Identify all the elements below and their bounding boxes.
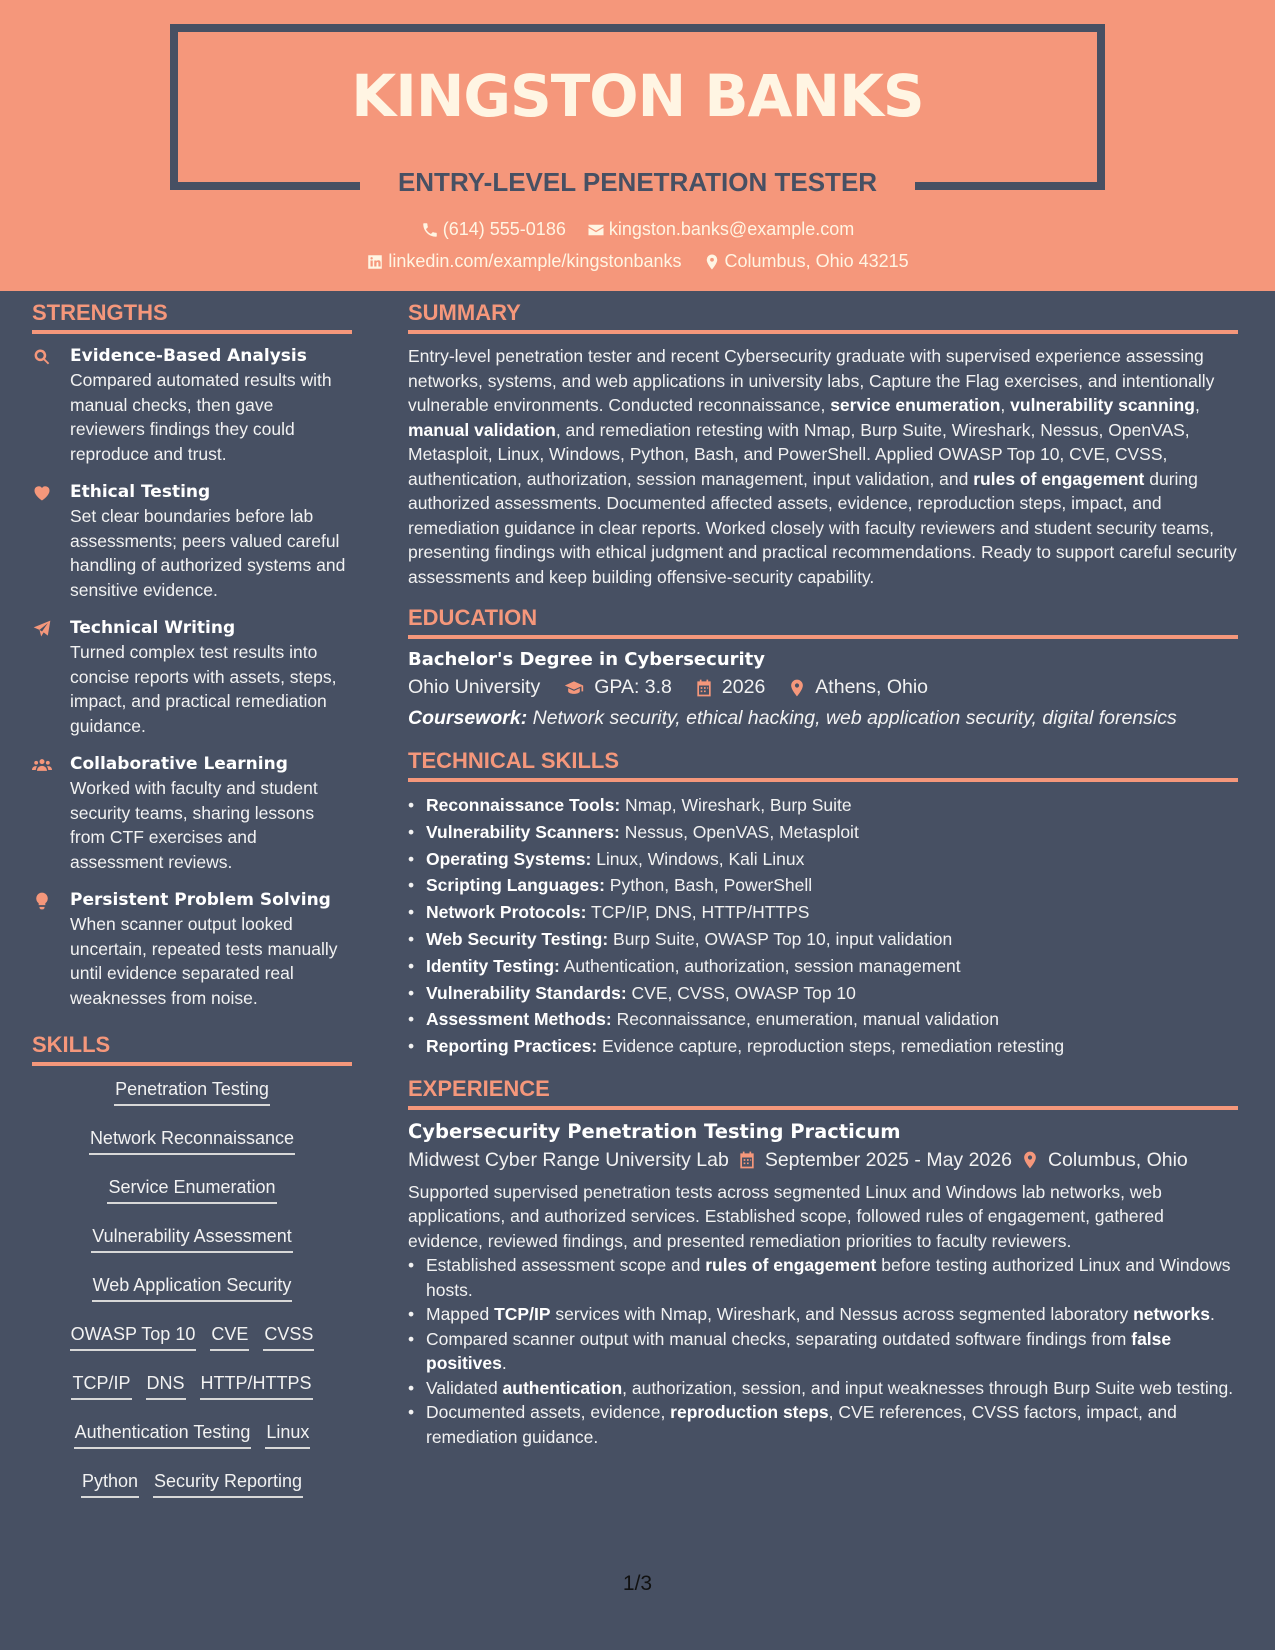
location-contact [703, 251, 909, 272]
technical-skill-label: Vulnerability Standards: [426, 982, 627, 1003]
strength-item [32, 480, 352, 602]
skill-tag: HTTP/HTTPS [200, 1370, 313, 1400]
contact-line-2 [0, 251, 1275, 276]
summary-bold: manual validation [408, 419, 556, 440]
location-text: Columbus, Ohio 43215 [724, 251, 909, 271]
calendar-icon [737, 1150, 757, 1170]
strength-icon-box [32, 480, 60, 602]
school-location: Athens, Ohio [815, 676, 929, 698]
skill-tag: Vulnerability Assessment [91, 1223, 292, 1253]
paper-plane-icon [32, 619, 52, 639]
technical-skill-value: Authentication, authorization, session management [559, 955, 961, 976]
technical-skill-item [408, 1033, 1238, 1060]
gpa-text: GPA: 3.8 [594, 676, 672, 698]
technical-skills-list [408, 792, 1238, 1060]
strength-body [70, 480, 352, 602]
coursework-text: Network security, ethical hacking, web application security, digital forensics [527, 707, 1177, 729]
linkedin-text: linkedin.com/example/kingstonbanks [388, 251, 682, 271]
left-column [32, 300, 352, 1517]
bullet-text: , authorization, session, and input weaknesses through Burp Suite web testing. [622, 1377, 1234, 1398]
strength-icon-box [32, 888, 60, 1010]
skill-tag: CVSS [263, 1321, 314, 1351]
heart-icon [32, 483, 52, 503]
strength-item [32, 344, 352, 466]
strength-description: Compared automated results with manual checks, then gave reviewers findings they could reproduce and trust. [70, 370, 332, 464]
linkedin-contact[interactable] [366, 251, 681, 272]
skill-row [32, 1370, 352, 1400]
technical-skill-value: Evidence capture, reproduction steps, remediation retesting [597, 1036, 1065, 1057]
technical-skill-value: Nmap, Wireshark, Burp Suite [620, 795, 852, 815]
education-heading: EDUCATION [408, 605, 1238, 639]
technical-skill-value: Linux, Windows, Kali Linux [591, 848, 805, 869]
technical-skill-item [408, 926, 1238, 953]
technical-skill-label: Identity Testing: [426, 955, 560, 976]
technical-skill-item [408, 846, 1238, 873]
summary-part: Entry-level penetration tester and recent Cybersecurity graduate with supervised experience assessing networks, systems, and web applications in university labs, Capture the Flag exercises, and intentionally vulnerable environments. Conducted reconnaissance, [408, 346, 1215, 415]
bullet-text: Mapped [426, 1304, 495, 1325]
summary-bold: vulnerability scanning [1010, 395, 1195, 415]
skill-tag: Web Application Security [92, 1272, 293, 1302]
phone-icon [421, 221, 439, 239]
organization: Midwest Cyber Range University Lab [408, 1148, 729, 1171]
candidate-role: ENTRY-LEVEL PENETRATION TESTER [397, 167, 878, 197]
bullet-bold: authentication [502, 1377, 623, 1398]
technical-skill-item [408, 819, 1238, 846]
experience-meta [408, 1149, 1238, 1172]
skill-row [32, 1419, 352, 1449]
technical-skill-item [408, 953, 1238, 980]
contact-line-1 [0, 219, 1275, 244]
skill-tag: Network Reconnaissance [89, 1125, 295, 1155]
technical-skill-value: CVE, CVSS, OWASP Top 10 [626, 982, 856, 1003]
phone-text: (614) 555-0186 [442, 219, 566, 239]
job-description: Supported supervised penetration tests across segmented Linux and Windows lab networks, web applications, and authorized services. Established scope, followed rules of engagement, gathered evidence, reviewed findings, and presented remediation priorities to faculty reviewers. [408, 1181, 1164, 1251]
linkedin-icon [366, 253, 384, 271]
strengths-list [32, 344, 352, 1010]
envelope-icon [587, 221, 605, 239]
map-pin-icon [787, 678, 807, 698]
technical-skill-label: Assessment Methods: [426, 1009, 612, 1030]
experience-bullets [408, 1253, 1238, 1449]
strength-icon-box [32, 752, 60, 874]
experience-bullet [408, 1400, 1238, 1449]
summary-part: , and remediation retesting with Nmap, Burp Suite, Wireshark, Nessus, OpenVAS, Metasploit, Linux, Windows, Python, Bash, and PowerShell. Applied OWASP Top 10, CVE, CVSS, authentication, authorization, session management, input validation, and [408, 419, 1190, 489]
coursework [408, 707, 1238, 730]
summary-bold: service enumeration [830, 395, 1001, 415]
users-icon [32, 755, 52, 775]
technical-skill-value: Nessus, OpenVAS, Metasploit [619, 821, 859, 842]
experience-heading: EXPERIENCE [408, 1076, 1238, 1110]
skill-tag: DNS [146, 1370, 186, 1400]
technical-skill-label: Vulnerability Scanners: [426, 821, 620, 842]
skill-tag: Python [81, 1468, 139, 1498]
technical-skill-label: Web Security Testing: [426, 928, 609, 949]
summary-text [408, 344, 1238, 589]
skill-row [32, 1125, 352, 1155]
experience-bullet [408, 1376, 1238, 1401]
experience-bullet [408, 1302, 1238, 1327]
bullet-text: Established assessment scope and [426, 1255, 706, 1276]
strength-description: Turned complex test results into concise reports with assets, steps, impact, and practical remediation guidance. [70, 642, 337, 736]
strength-body [70, 752, 352, 874]
strength-title: Persistent Problem Solving [70, 890, 331, 910]
summary-part: during authorized assessments. Documented affected assets, evidence, reproduction steps, impact, and remediation guidance in clear reports. Worked closely with faculty reviewers and student security teams, presenting findings with ethical judgment and practical recommendations. Ready to support careful security assessments and keep building offensive-security capability. [408, 468, 1237, 587]
bullet-text: Documented assets, evidence, [426, 1402, 671, 1423]
skill-row [32, 1076, 352, 1106]
technical-skills-heading: TECHNICAL SKILLS [408, 748, 1238, 782]
skill-row [32, 1174, 352, 1204]
strength-description: Set clear boundaries before lab assessments; peers valued careful handling of authorized systems and sensitive evidence. [70, 506, 346, 600]
skill-row [32, 1272, 352, 1302]
skill-tag: OWASP Top 10 [70, 1321, 197, 1351]
technical-skill-item [408, 792, 1238, 819]
calendar-icon [694, 678, 714, 698]
strength-icon-box [32, 616, 60, 738]
bullet-bold: false positives [426, 1328, 1172, 1374]
school-name: Ohio University [408, 676, 541, 698]
bullet-text: Validated [426, 1377, 503, 1398]
summary-heading: SUMMARY [408, 300, 1238, 334]
right-column [408, 300, 1238, 1449]
summary-bold: rules of engagement [973, 468, 1145, 489]
technical-skill-value: Burp Suite, OWASP Top 10, input validation [608, 928, 953, 949]
strength-item [32, 888, 352, 1010]
job-location: Columbus, Ohio [1047, 1148, 1188, 1171]
bullet-bold: networks [1133, 1304, 1210, 1325]
strength-body [70, 616, 352, 738]
skill-row [32, 1321, 352, 1351]
bullet-text: . [1209, 1304, 1215, 1325]
map-pin-icon [703, 253, 721, 271]
technical-skill-label: Reconnaissance Tools: [426, 795, 621, 815]
resume-header [0, 0, 1275, 291]
technical-skill-item [408, 980, 1238, 1007]
skill-tag: Service Enumeration [107, 1174, 276, 1204]
email-text: kingston.banks@example.com [608, 219, 855, 239]
technical-skill-value: Reconnaissance, enumeration, manual validation [611, 1009, 999, 1030]
strength-title: Technical Writing [70, 618, 236, 638]
summary-part: , [1194, 395, 1200, 415]
search-icon [32, 347, 52, 367]
skills-heading: SKILLS [32, 1032, 352, 1066]
skill-tag: TCP/IP [71, 1370, 131, 1400]
experience-bullet [408, 1253, 1238, 1302]
strength-item [32, 616, 352, 738]
education-meta [408, 676, 1238, 699]
technical-skill-item [408, 1006, 1238, 1033]
coursework-label: Coursework: [408, 707, 528, 729]
degree-title: Bachelor's Degree in Cybersecurity [408, 649, 766, 670]
bullet-bold: TCP/IP [494, 1304, 551, 1325]
strengths-heading: STRENGTHS [32, 300, 352, 334]
technical-skill-value: Python, Bash, PowerShell [604, 875, 813, 896]
technical-skill-item [408, 872, 1238, 899]
skill-row [32, 1468, 352, 1498]
technical-skill-label: Operating Systems: [426, 848, 592, 869]
technical-skill-label: Network Protocols: [426, 902, 587, 923]
skill-tag: Penetration Testing [114, 1076, 270, 1106]
bullet-text: . [501, 1353, 507, 1374]
job-title: Cybersecurity Penetration Testing Practicum [408, 1119, 901, 1143]
job-dates: September 2025 - May 2026 [764, 1148, 1012, 1171]
technical-skill-label: Reporting Practices: [426, 1036, 598, 1057]
skills-tags [32, 1076, 352, 1498]
page-number: 1/3 [622, 1572, 653, 1595]
email-contact[interactable] [587, 219, 854, 240]
strength-icon-box [32, 344, 60, 466]
technical-skill-label: Scripting Languages: [426, 875, 605, 896]
bullet-bold: rules of engagement [705, 1255, 877, 1276]
strength-body [70, 888, 352, 1010]
skill-tag: CVE [210, 1321, 249, 1351]
skill-tag: Linux [265, 1419, 310, 1449]
experience-bullet [408, 1327, 1238, 1376]
bullet-text: services with Nmap, Wireshark, and Nessus across segmented laboratory [550, 1304, 1134, 1325]
summary-part: , [1000, 395, 1011, 415]
strength-item [32, 752, 352, 874]
technical-skill-item [408, 899, 1238, 926]
strength-title: Collaborative Learning [70, 754, 288, 774]
bullet-text: Compared scanner output with manual checks, separating outdated software findings from [426, 1328, 1132, 1349]
skill-tag: Authentication Testing [74, 1419, 252, 1449]
graduation-cap-icon [562, 678, 586, 698]
strength-description: Worked with faculty and student security teams, sharing lessons from CTF exercises and assessment reviews. [70, 778, 318, 872]
phone-contact[interactable] [421, 219, 566, 240]
strength-body [70, 344, 352, 466]
technical-skill-value: TCP/IP, DNS, HTTP/HTTPS [586, 902, 810, 923]
lightbulb-icon [32, 891, 52, 911]
graduation-year: 2026 [721, 676, 766, 698]
skill-row [32, 1223, 352, 1253]
candidate-name: KINGSTON BANKS [351, 62, 924, 130]
strength-description: When scanner output looked uncertain, repeated tests manually until evidence separated real weaknesses from noise. [70, 914, 338, 1008]
map-pin-icon [1020, 1150, 1040, 1170]
skill-tag: Security Reporting [153, 1468, 303, 1498]
bullet-bold: reproduction steps [670, 1402, 829, 1423]
bullet-text: before testing authorized Linux and Windows hosts. [426, 1255, 1231, 1300]
strength-title: Evidence-Based Analysis [70, 346, 307, 366]
strength-title: Ethical Testing [70, 482, 211, 502]
bullet-text: , CVE references, CVSS factors, impact, and remediation guidance. [426, 1402, 1177, 1447]
